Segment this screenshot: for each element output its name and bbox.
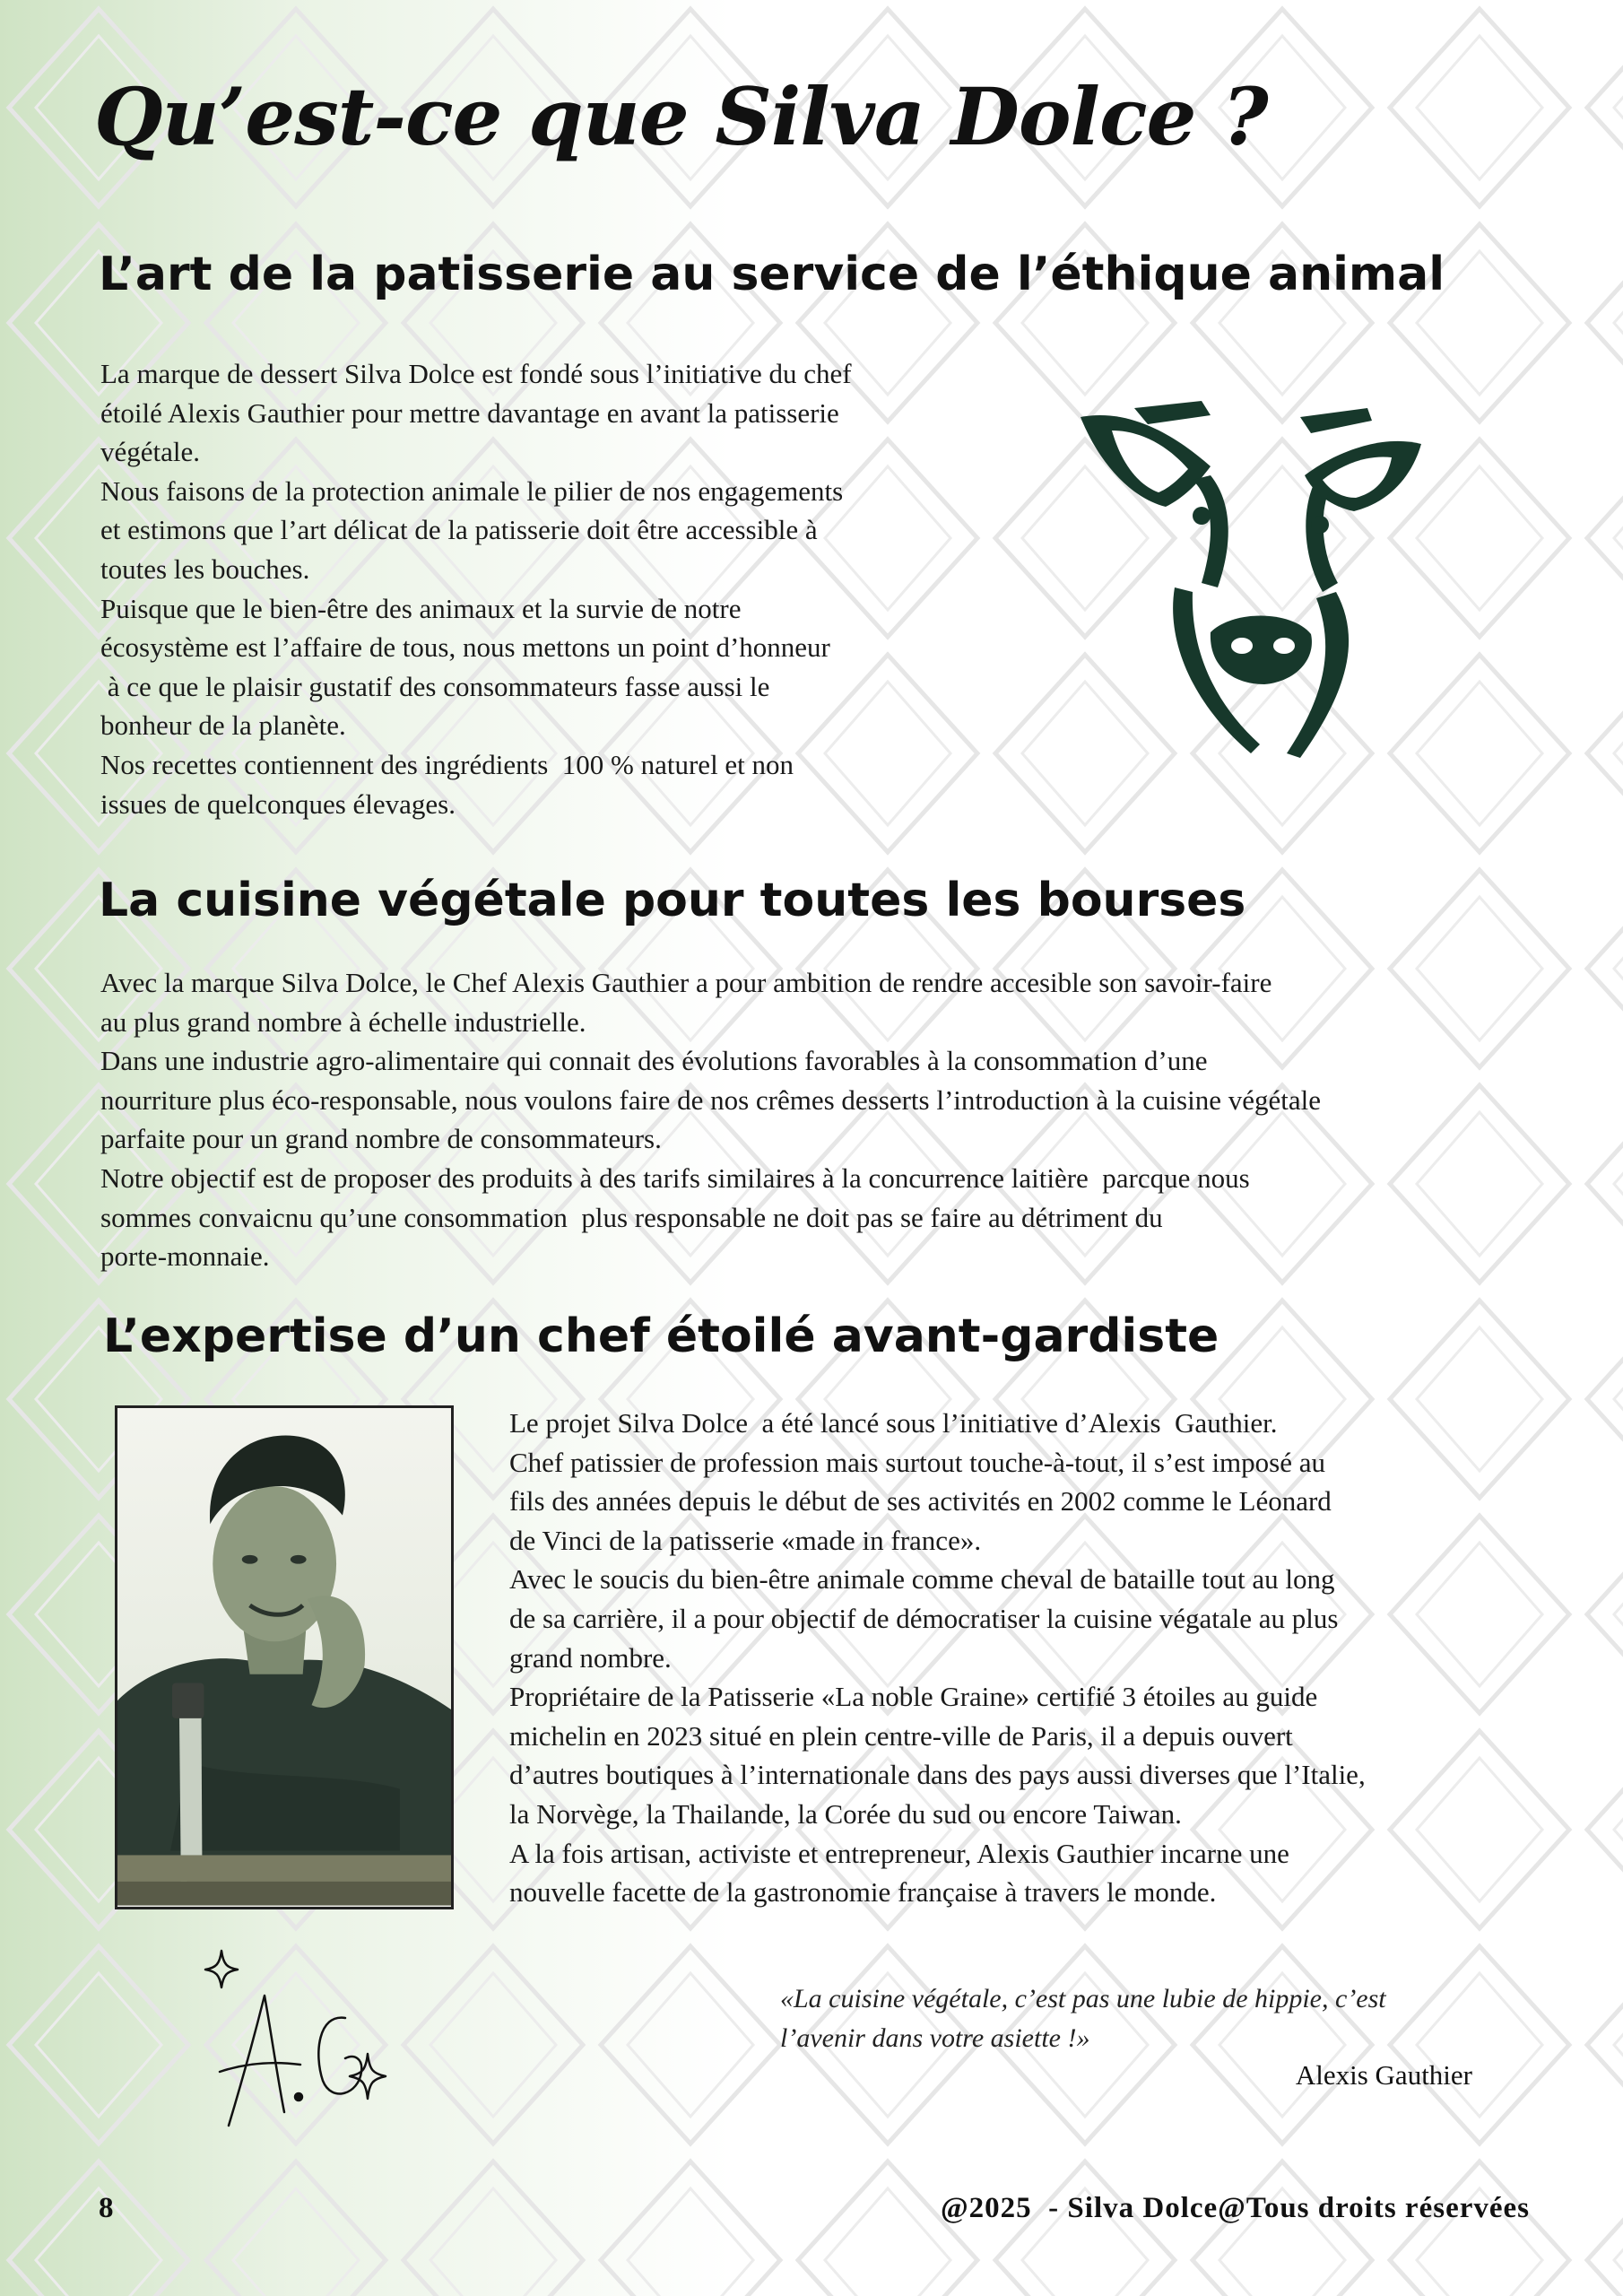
section-text-ethics	[100, 354, 997, 823]
section-heading-chef: L’expertise d’un chef étoilé avant-gardiste	[103, 1309, 1219, 1363]
text-line: végétale.	[100, 436, 201, 468]
page-title: Qu’est-ce que Silva Dolce ?	[94, 70, 1268, 163]
section-text-affordable	[100, 963, 1553, 1276]
text-line: Avec la marque Silva Dolce, le Chef Alexis Gauthier a pour ambition de rendre accesible son savoir-faire	[100, 967, 1272, 998]
text-line: Nos recettes contiennent des ingrédients 100 % naturel et non	[100, 748, 794, 780]
text-line: Le projet Silva Dolce a été lancé sous l’initiative d’Alexis Gauthier.	[509, 1407, 1278, 1439]
text-line: A la fois artisan, activiste et entrepreneur, Alexis Gauthier incarne une	[509, 1837, 1289, 1869]
text-line: porte-monnaie.	[100, 1240, 270, 1273]
text-line: nourriture plus éco-responsable, nous voulons faire de nos crêmes desserts l’introduction à la cuisine végétale	[100, 1083, 1322, 1116]
text-line: Chef patissier de profession mais surtout touche-à-tout, il s’est imposé au	[509, 1446, 1326, 1478]
cow-head-logo	[1076, 399, 1426, 776]
text-line: Notre objectif est de proposer des produits à des tarifs similaires à la concurrence laitière parcque nous	[100, 1161, 1250, 1194]
text-line: sommes convaicnu qu’une consommation plus responsable ne doit pas se faire au détriment du	[100, 1201, 1163, 1233]
page-number: 8	[99, 2192, 114, 2224]
quote-line: «La cuisine végétale, c’est pas une lubie de hippie, c’est	[780, 1984, 1386, 2013]
text-line: issues de quelconques élevages.	[100, 787, 456, 820]
text-line: et estimons que l’art délicat de la patisserie doit être accessible à	[100, 514, 818, 546]
text-line: Puisque que le bien-être des animaux et la survie de notre	[100, 592, 742, 624]
text-line: nouvelle facette de la gastronomie française à travers le monde.	[509, 1876, 1217, 1909]
text-line: Dans une industrie agro-alimentaire qui connait des évolutions favorables à la consommation d’une	[100, 1045, 1208, 1077]
text-line: de sa carrière, il a pour objectif de démocratiser la cuisine végatale au plus	[509, 1602, 1339, 1634]
chef-portrait-photo	[115, 1405, 454, 1909]
text-line: fils des années depuis le début de ses activités en 2002 comme le Léonard	[509, 1485, 1332, 1518]
text-line: bonheur de la planète.	[100, 709, 346, 742]
quote-author: Alexis Gauthier	[1295, 2059, 1472, 2091]
text-line: parfaite pour un grand nombre de consommateurs.	[100, 1123, 662, 1155]
section-heading-ethics: L’art de la patisserie au service de l’éthique animal	[99, 248, 1445, 301]
text-line: La marque de dessert Silva Dolce est fondé sous l’initiative du chef	[100, 358, 852, 389]
text-line: toutes les bouches.	[100, 552, 310, 585]
quote-line: l’avenir dans votre asiette !»	[780, 2023, 1090, 2053]
chef-quote	[780, 1979, 1542, 2058]
section-heading-affordable: La cuisine végétale pour toutes les bourses	[99, 874, 1246, 927]
text-line: Avec le soucis du bien-être animale comme cheval de bataille tout au long	[509, 1563, 1335, 1596]
signature-drawing	[202, 1946, 408, 2144]
text-line: à ce que le plaisir gustatif des consommateurs fasse aussi le	[100, 670, 770, 702]
text-line: Propriétaire de la Patisserie «La noble Graine» certifié 3 étoiles au guide	[509, 1681, 1318, 1713]
text-line: d’autres boutiques à l’internationale dans des pays aussi diverses que l’Italie,	[509, 1759, 1366, 1791]
text-line: Nous faisons de la protection animale le pilier de nos engagements	[100, 474, 844, 507]
text-line: la Norvège, la Thailande, la Corée du sud ou encore Taiwan.	[509, 1797, 1182, 1830]
text-line: michelin en 2023 situé en plein centre-ville de Paris, il a depuis ouvert	[509, 1719, 1293, 1752]
text-line: au plus grand nombre à échelle industrielle.	[100, 1005, 586, 1038]
text-line: écosystème est l’affaire de tous, nous mettons un point d’honneur	[100, 631, 830, 664]
section-text-chef	[509, 1404, 1541, 1912]
text-line: étoilé Alexis Gauthier pour mettre davantage en avant la patisserie	[100, 396, 839, 429]
footer-copyright: @2025 - Silva Dolce@Tous droits réservées	[940, 2192, 1530, 2224]
text-line: grand nombre.	[509, 1641, 672, 1674]
text-line: de Vinci de la patisserie «made in france».	[509, 1524, 982, 1556]
